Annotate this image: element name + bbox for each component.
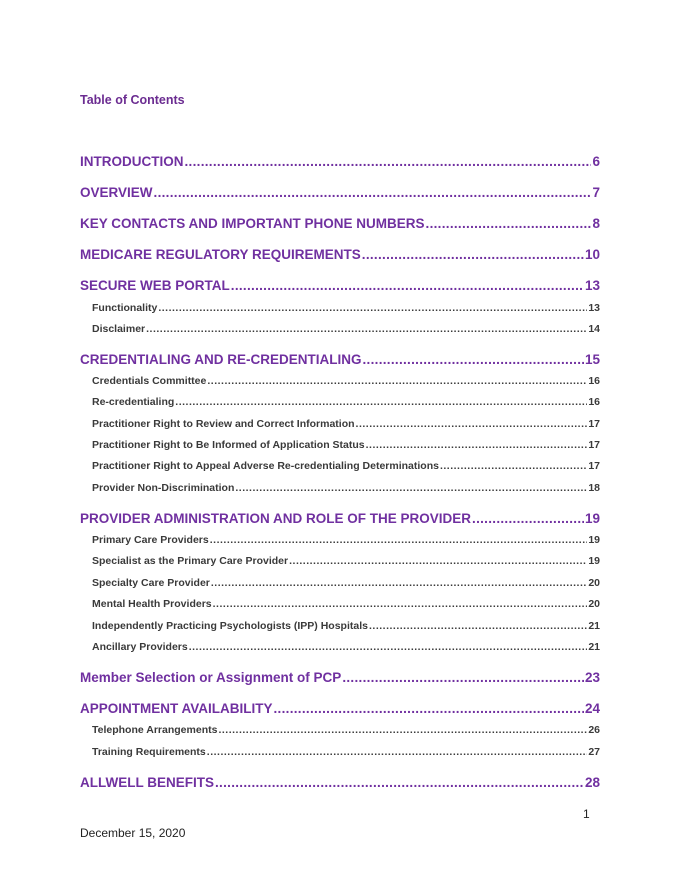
toc-subentry[interactable] [92,323,600,335]
toc-entry-label: Disclaimer [92,323,146,335]
toc-heading-entry[interactable] [80,185,600,200]
toc-entry-page: 14 [588,323,600,335]
toc-subentry[interactable] [92,724,600,736]
toc-entry-page: 21 [588,641,600,653]
toc-entry-label: Independently Practicing Psychologists (IPP) Hospitals [92,620,368,632]
toc-heading-entry[interactable] [80,701,600,716]
toc-entry-label: Credentials Committee [92,375,207,387]
toc-entry-page: 17 [588,460,600,472]
dot-leader [342,670,584,685]
toc-entry-page: 17 [588,418,600,430]
toc-entry-label: Practitioner Right to Review and Correct Information [92,418,355,430]
dot-leader [211,577,587,589]
toc-entry-page: 20 [588,598,600,610]
toc-heading-entry[interactable] [80,775,600,790]
dot-leader [235,482,587,494]
dot-leader [289,555,587,567]
toc-title: Table of Contents [80,93,185,107]
toc-subentry[interactable] [92,534,600,546]
toc-entry-label: Practitioner Right to Appeal Adverse Re-credentialing Determinations [92,460,439,472]
toc-entry-page: 23 [584,670,600,685]
dot-leader [175,396,587,408]
dot-leader [231,278,584,293]
toc-subentry[interactable] [92,418,600,430]
toc-heading-entry[interactable] [80,247,600,262]
dot-leader [213,598,588,610]
dot-leader [146,323,587,335]
toc-entry-page: 6 [592,154,600,169]
toc-heading-entry[interactable] [80,352,600,367]
toc-heading-entry[interactable] [80,216,600,231]
toc-entry-page: 10 [584,247,600,262]
toc-entry-page: 15 [584,352,600,367]
toc-entry-page: 16 [588,396,600,408]
toc-entry-label: Ancillary Providers [92,641,188,653]
toc-entry-page: 21 [588,620,600,632]
dot-leader [369,620,587,632]
toc-entry-label: Training Requirements [92,746,206,758]
toc-entry-label: Mental Health Providers [92,598,212,610]
toc-subentry[interactable] [92,482,600,494]
toc-entry-page: 27 [588,746,600,758]
toc-entry-page: 19 [588,534,600,546]
dot-leader [472,511,584,526]
dot-leader [274,701,584,716]
toc-entry-page: 20 [588,577,600,589]
toc-entry-label: PROVIDER ADMINISTRATION AND ROLE OF THE PROVIDER [80,511,472,526]
toc-entry-label: Practitioner Right to Be Informed of Application Status [92,439,365,451]
dot-leader [210,534,588,546]
toc-subentry[interactable] [92,439,600,451]
toc-subentry[interactable] [92,460,600,472]
toc-entry-page: 16 [588,375,600,387]
toc-subentry[interactable] [92,641,600,653]
toc-entry-page: 24 [584,701,600,716]
toc-entry-label: KEY CONTACTS AND IMPORTANT PHONE NUMBERS [80,216,425,231]
toc-entry-page: 19 [584,511,600,526]
toc-entry-page: 18 [588,482,600,494]
toc-subentry[interactable] [92,746,600,758]
toc-entry-page: 28 [584,775,600,790]
toc-entry-page: 26 [588,724,600,736]
toc-subentry[interactable] [92,577,600,589]
dot-leader [185,154,592,169]
toc-heading-entry[interactable] [80,511,600,526]
toc-entry-page: 13 [588,302,600,314]
toc-entry-label: Specialist as the Primary Care Provider [92,555,289,567]
toc-subentry[interactable] [92,598,600,610]
dot-leader [207,375,587,387]
dot-leader [356,418,588,430]
dot-leader [426,216,592,231]
toc-subentry[interactable] [92,620,600,632]
footer-date: December 15, 2020 [80,826,186,840]
toc-entry-label: Functionality [92,302,158,314]
dot-leader [207,746,588,758]
toc-heading-entry[interactable] [80,278,600,293]
toc-entry-label: Member Selection or Assignment of PCP [80,670,342,685]
toc-entry-label: Re-credentialing [92,396,175,408]
toc-entry-label: MEDICARE REGULATORY REQUIREMENTS [80,247,361,262]
dot-leader [218,724,587,736]
toc-subentry[interactable] [92,555,600,567]
toc-entry-label: APPOINTMENT AVAILABILITY [80,701,273,716]
toc-entry-label: INTRODUCTION [80,154,184,169]
dot-leader [366,439,588,451]
toc-entry-label: Primary Care Providers [92,534,209,546]
dot-leader [154,185,592,200]
dot-leader [189,641,588,653]
toc-entry-label: Telephone Arrangements [92,724,218,736]
dot-leader [363,352,584,367]
toc-entry-page: 17 [588,439,600,451]
dot-leader [440,460,587,472]
dot-leader [158,302,587,314]
toc-subentry[interactable] [92,375,600,387]
toc-entry-label: Specialty Care Provider [92,577,210,589]
toc-entry-page: 19 [588,555,600,567]
page-number: 1 [583,807,590,821]
toc-subentry[interactable] [92,396,600,408]
toc-entry-page: 7 [592,185,600,200]
toc-entry-label: SECURE WEB PORTAL [80,278,230,293]
toc-entry-label: Provider Non-Discrimination [92,482,235,494]
toc-entry-label: OVERVIEW [80,185,153,200]
toc-subentry[interactable] [92,302,600,314]
toc-entry-page: 13 [584,278,600,293]
dot-leader [362,247,584,262]
toc-heading-entry[interactable] [80,154,600,169]
toc-entry-label: CREDENTIALING AND RE-CREDENTIALING [80,352,362,367]
toc-heading-entry[interactable] [80,670,600,685]
toc-entry-label: ALLWELL BENEFITS [80,775,214,790]
dot-leader [215,775,584,790]
toc-entry-page: 8 [592,216,600,231]
